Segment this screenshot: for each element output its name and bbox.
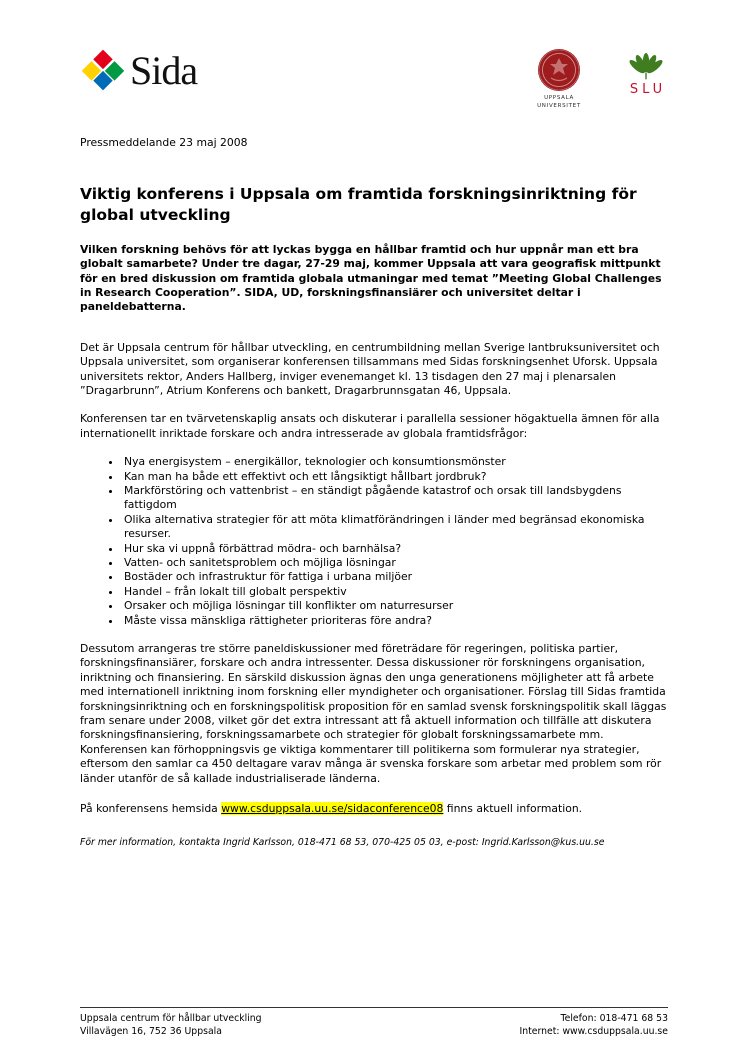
list-item: • Kan man ha både ett effektivt och ett långsiktigt hållbart jordbruk? bbox=[122, 470, 668, 484]
paragraph-panels: Dessutom arrangeras tre större paneldiskussioner med företrädare för regeringen, politiska partier, forskningsfinansiärer, forskare och andra intressenter. Dessa diskussioner rör forskningens organisation, inriktning och finansiering. En särskild diskussion ägnas den unga generationens möjligheter att få arbete med internationell inriktning inom forskning eller myndigheter och organisationer. Förslag till Sidas framtida forskningsinriktning och en forskningspolitisk proposition för en samlad svensk forskningspolitik skall läggas fram senare under 2008, vilket gör det extra intressant att få aktuell information och tillfälle att diskutera forskningsfinansiering, forskningssamarbete och strategier för globalt forskningssamarbete mm. Konferensen kan förhoppningsvis ge viktiga kommentarer till politikerna som formulerar nya strategier, eftersom den samlar ca 450 deltagare varav många är svenska forskare som arbetar med problem som rör länder utanför de så kallade industrialiserade länderna. bbox=[80, 642, 667, 785]
conference-link[interactable]: www.csduppsala.uu.se/sidaconference08 bbox=[221, 802, 444, 816]
uppsala-caption-line2: UNIVERSITET bbox=[537, 102, 581, 109]
page-title: Viktig konferens i Uppsala om framtida forskningsinriktning för global utveckling bbox=[80, 185, 637, 224]
footer-phone: Telefon: 018-471 68 53 bbox=[560, 1013, 668, 1024]
website-line bbox=[80, 802, 668, 816]
sida-pinwheel-icon bbox=[80, 48, 126, 92]
list-item: • Orsaker och möjliga lösningar till konflikter om naturresurser bbox=[122, 599, 668, 613]
list-item: • Bostäder och infrastruktur för fattiga i urbana miljöer bbox=[122, 570, 668, 584]
list-item: • Hur ska vi uppnå förbättrad mödra- och barnhälsa? bbox=[122, 542, 668, 556]
slu-logo-text: SLU bbox=[629, 82, 667, 97]
footer bbox=[80, 1007, 668, 1038]
sida-logo bbox=[80, 48, 197, 92]
slu-leaf-icon bbox=[627, 50, 665, 81]
header bbox=[80, 48, 672, 110]
topics-list bbox=[80, 455, 668, 628]
list-item: • Markförstöring och vattenbrist – en ständigt pågående katastrof och orsak till landsbygdens fattigdom bbox=[122, 484, 668, 513]
footer-internet: Internet: www.csduppsala.uu.se bbox=[519, 1026, 668, 1037]
uppsala-university-logo bbox=[526, 48, 592, 110]
uppsala-seal-icon bbox=[537, 48, 581, 92]
list-item: • Nya energisystem – energikällor, teknologier och konsumtionsmönster bbox=[122, 455, 668, 469]
lead-paragraph: Vilken forskning behövs för att lyckas bygga en hållbar framtid och hur uppnår man ett bra globalt samarbete? Under tre dagar, 27-29 maj, kommer Uppsala att vara geografisk mittpunkt för en bred diskussion om framtida globala utmaningar med temat ”Meeting Global Challenges in Research Cooperation”. SIDA, UD, forskningsfinansiärer och universitet deltar i paneldebatterna. bbox=[80, 242, 662, 314]
slu-logo bbox=[620, 50, 672, 96]
footer-org: Uppsala centrum för hållbar utveckling bbox=[80, 1013, 262, 1024]
contact-line: För mer information, kontakta Ingrid Karlsson, 018-471 68 53, 070-425 05 03, e-post: Ingrid.Karlsson@kus.uu.se bbox=[80, 836, 605, 848]
list-item: • Måste vissa mänskliga rättigheter prioriteras före andra? bbox=[122, 614, 668, 628]
footer-right bbox=[519, 1012, 668, 1038]
list-item: • Olika alternativa strategier för att möta klimatförändringen i länder med begränsad ekonomiska resurser. bbox=[122, 513, 668, 542]
footer-left bbox=[80, 1012, 262, 1038]
list-item: • Vatten- och sanitetsproblem och möjliga lösningar bbox=[122, 556, 668, 570]
uppsala-caption-line1: UPPSALA bbox=[544, 95, 574, 101]
footer-address: Villavägen 16, 752 36 Uppsala bbox=[80, 1026, 222, 1037]
sida-logo-text: Sida bbox=[130, 48, 198, 93]
paragraph-organisers: Det är Uppsala centrum för hållbar utveckling, en centrumbildning mellan Sverige lantbruksuniversitet och Uppsala universitet, som organiserar konferensen tillsammans med Sidas forskningsenhet Uforsk. Uppsala universitets rektor, Anders Hallberg, inviger evenemanget kl. 13 tisdagen den 27 maj i plenarsalen ”Dragarbrunn”, Atrium Konferens och bankett, Dragarbrunnsgatan 46, Uppsala. bbox=[80, 340, 660, 397]
document-body bbox=[80, 136, 668, 849]
uppsala-logo-caption bbox=[537, 95, 581, 110]
dateline: Pressmeddelande 23 maj 2008 bbox=[80, 136, 248, 149]
list-item: • Handel – från lokalt till globalt perspektiv bbox=[122, 585, 668, 599]
website-line-prefix: På konferensens hemsida bbox=[80, 802, 222, 816]
website-line-suffix: finns aktuell information. bbox=[443, 802, 583, 816]
partner-logos bbox=[526, 48, 672, 110]
paragraph-topics-intro: Konferensen tar en tvärvetenskaplig ansats och diskuterar i parallella sessioner högaktuella ämnen för alla internationellt inriktade forskare och andra intresserade av globala framtidsfrågor: bbox=[80, 412, 660, 440]
